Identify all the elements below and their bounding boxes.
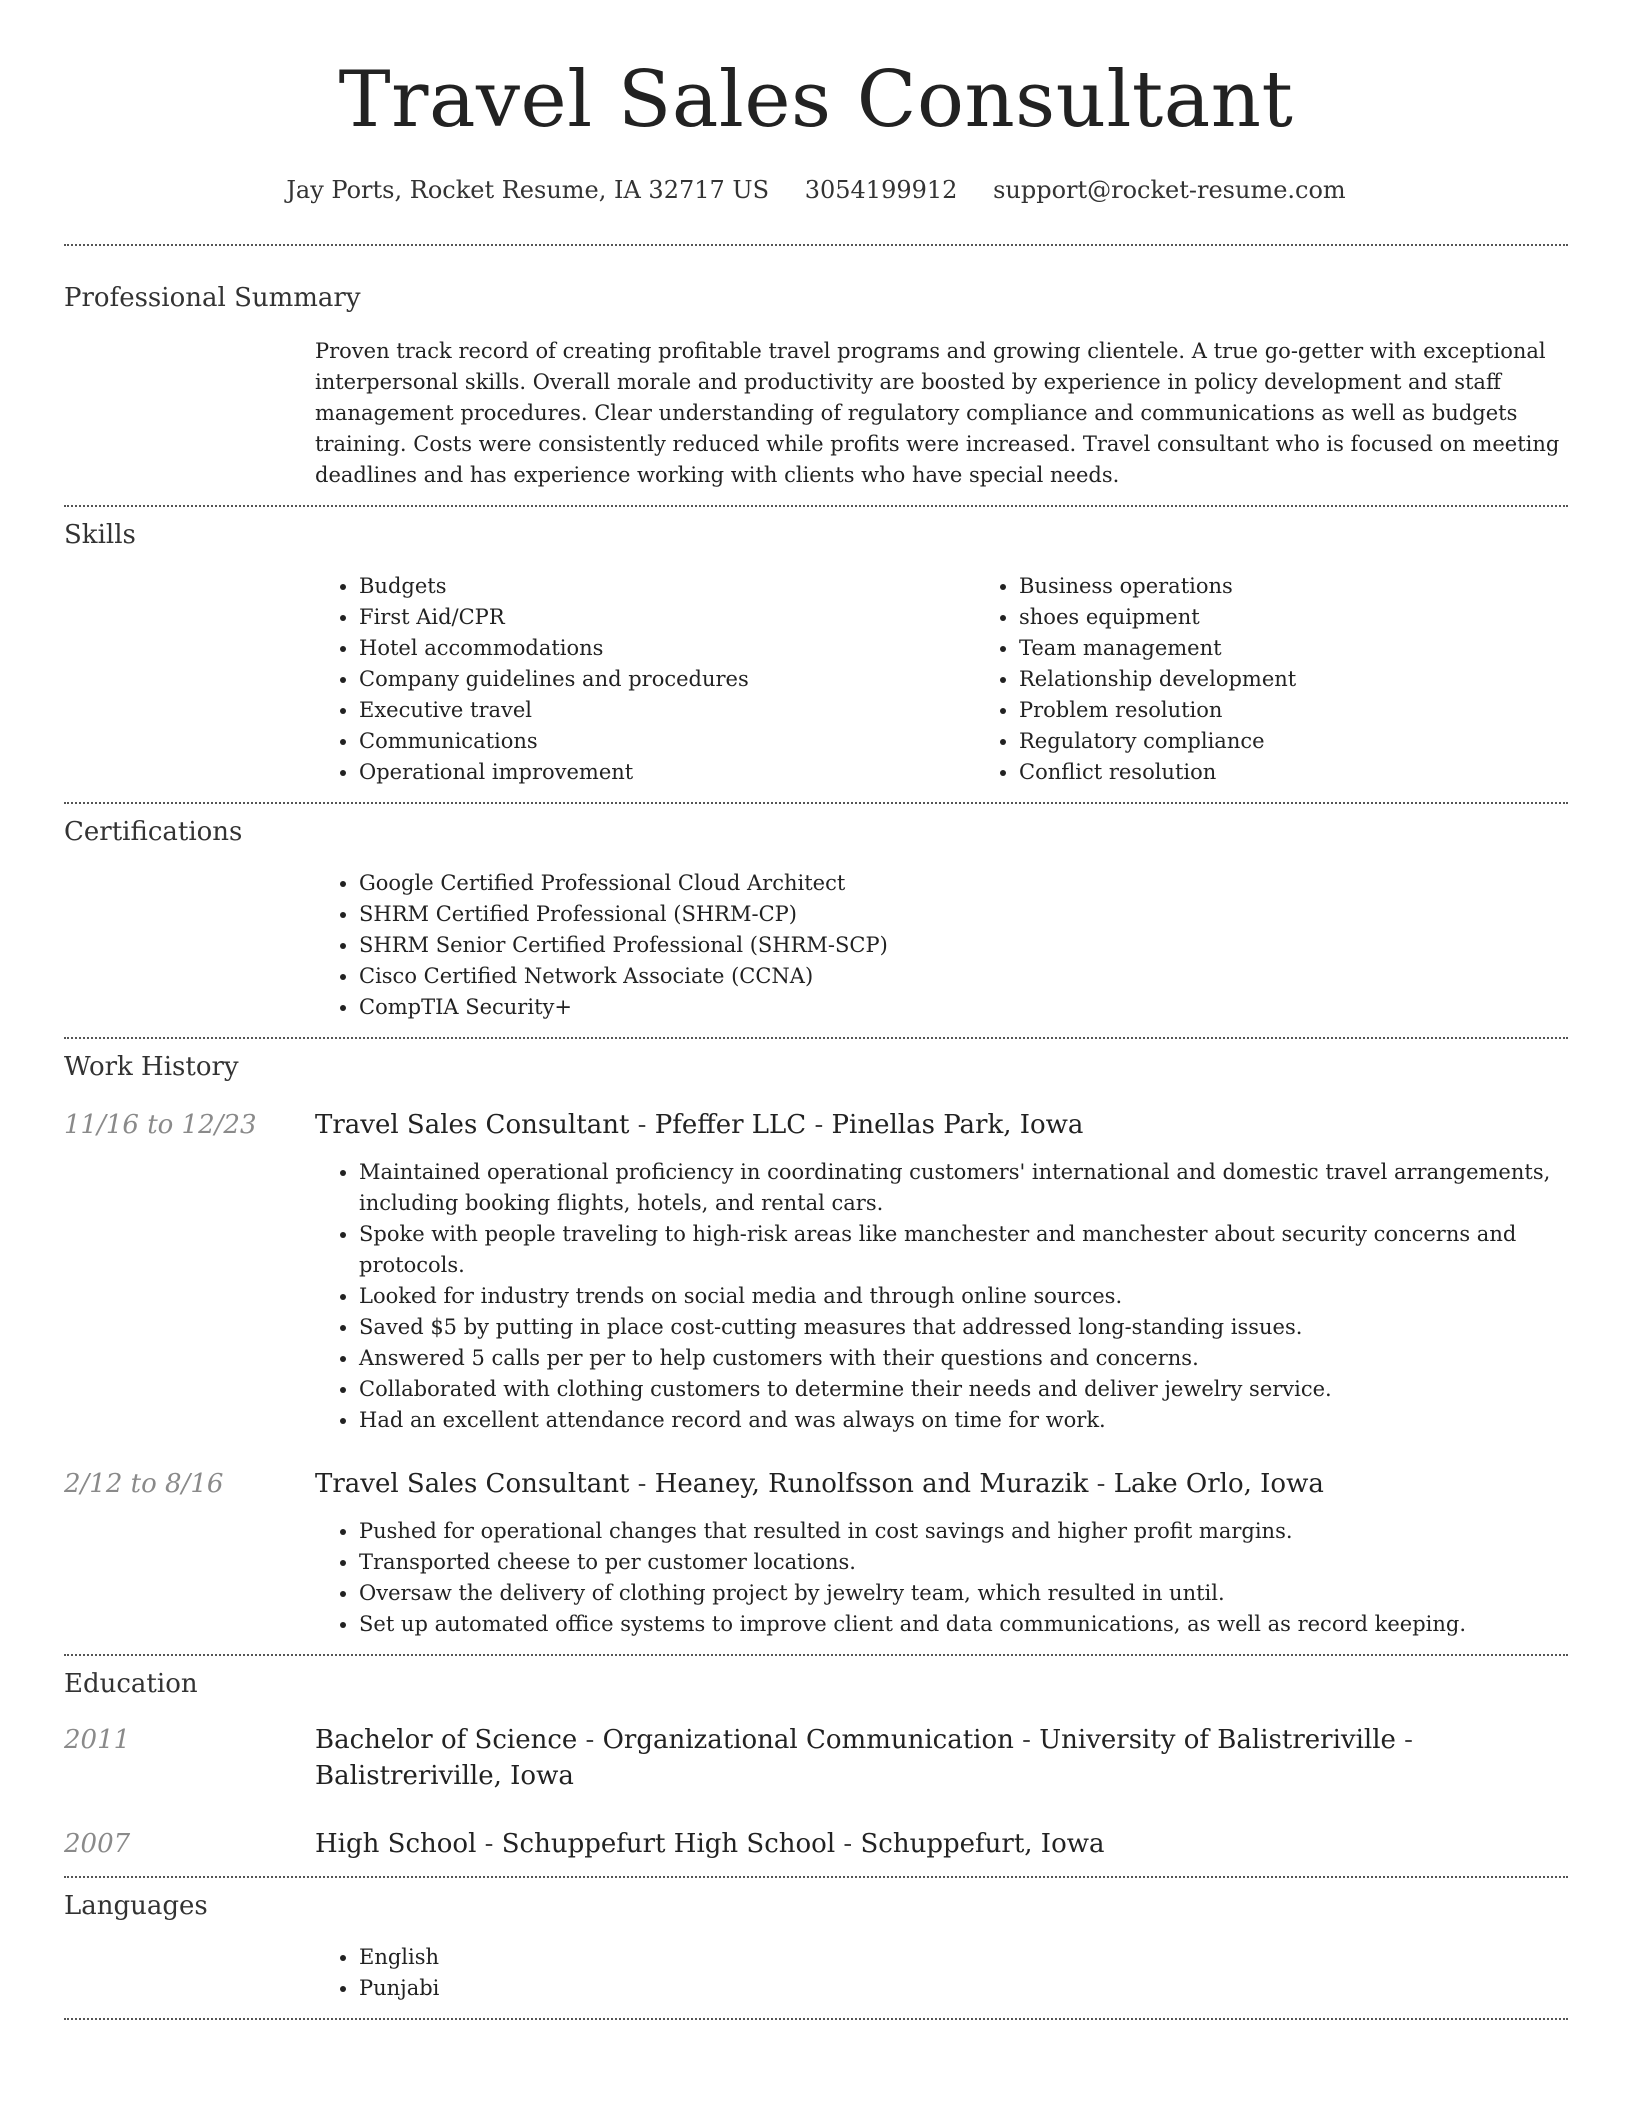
job-bullet: • Set up automated office systems to improve client and data communications, as well as record keeping. — [359, 1609, 1568, 1640]
skills-list-right — [975, 571, 1632, 788]
job-bullets — [315, 1516, 1568, 1640]
skill-item: • Team management — [1019, 633, 1632, 664]
skill-item: • shoes equipment — [1019, 602, 1632, 633]
skill-item: • Company guidelines and procedures — [359, 664, 975, 695]
job-bullet: • Maintained operational proficiency in coordinating customers' international and domestic travel arrangements, including booking flights, hotels, and rental cars. — [359, 1157, 1568, 1219]
skill-item: • Conflict resolution — [1019, 757, 1632, 788]
job-location: Lake Orlo, Iowa — [1113, 1469, 1324, 1499]
language-item: • English — [359, 1942, 1568, 1973]
work-section — [64, 1039, 1568, 1640]
job-dates: 11/16 to 12/23 — [64, 1110, 257, 1140]
job-entry — [64, 1107, 1568, 1143]
skill-item: • Regulatory compliance — [1019, 726, 1632, 757]
education-school: Schuppefurt High School — [501, 1829, 836, 1859]
job-bullet: • Had an excellent attendance record and was always on time for work. — [359, 1405, 1568, 1436]
certification-item: • SHRM Senior Certified Professional (SHRM-SCP) — [359, 930, 1568, 961]
job-bullet: • Pushed for operational changes that resulted in cost savings and higher profit margins. — [359, 1516, 1568, 1547]
skill-item: • Operational improvement — [359, 757, 975, 788]
skill-item: • First Aid/CPR — [359, 602, 975, 633]
job-title: Travel Sales Consultant - Pfeffer LLC - Pinellas Park, Iowa — [315, 1110, 1084, 1140]
skill-item: • Hotel accommodations — [359, 633, 975, 664]
education-degree: High School — [315, 1829, 477, 1859]
resume-title: Travel Sales Consultant — [338, 55, 1294, 145]
languages-heading: Languages — [64, 1891, 208, 1921]
job-location: Pinellas Park, Iowa — [831, 1110, 1084, 1140]
education-location: Balistreriville, Iowa — [315, 1761, 574, 1791]
job-bullet: • Answered 5 calls per per to help customers with their questions and concerns. — [359, 1343, 1568, 1374]
education-section — [64, 1656, 1568, 1862]
education-year: 2011 — [64, 1725, 131, 1755]
languages-section — [64, 1878, 1568, 2004]
certification-item: • Google Certified Professional Cloud Architect — [359, 868, 1568, 899]
education-degree: Bachelor of Science — [315, 1725, 578, 1755]
education-entry — [64, 1826, 1568, 1862]
skills-heading: Skills — [64, 520, 136, 550]
job-bullet: • Collaborated with clothing customers to determine their needs and deliver jewelry service. — [359, 1374, 1568, 1405]
job-entry — [64, 1466, 1568, 1502]
skill-item: • Communications — [359, 726, 975, 757]
skill-item: • Problem resolution — [1019, 695, 1632, 726]
job-bullet: • Looked for industry trends on social media and through online sources. — [359, 1281, 1568, 1312]
certification-item: • SHRM Certified Professional (SHRM-CP) — [359, 899, 1568, 930]
contact-phone: 3054199912 — [804, 176, 958, 204]
work-heading: Work History — [64, 1052, 239, 1082]
language-item: • Punjabi — [359, 1973, 1568, 2004]
education-entry — [64, 1722, 1568, 1794]
certifications-list — [315, 868, 1568, 1023]
summary-text: Proven track record of creating profitable travel programs and growing clientele. A true go-getter with exceptional interpersonal skills. Overall morale and productivity are boosted by experience in policy development and staff management procedures. Clear understanding of regulatory compliance and communications as well as budgets training. Costs were consistently reduced while profits were increased. Travel consultant who is focused on meeting deadlines and has experience working with clients who have special needs. — [315, 339, 1560, 487]
summary-section — [64, 246, 1568, 491]
job-bullet: • Spoke with people traveling to high-risk areas like manchester and manchester about security concerns and protocols. — [359, 1219, 1568, 1281]
languages-list — [315, 1942, 1568, 2004]
skills-list-left — [315, 571, 975, 788]
certifications-heading: Certifications — [64, 817, 243, 847]
contact-email: support@rocket-resume.com — [993, 176, 1346, 204]
skills-section — [64, 507, 1568, 788]
education-location: Schuppefurt, Iowa — [860, 1829, 1105, 1859]
summary-heading: Professional Summary — [64, 283, 361, 313]
job-role: Travel Sales Consultant — [315, 1110, 630, 1140]
job-company: Pfeffer LLC — [654, 1110, 807, 1140]
skill-item: • Executive travel — [359, 695, 975, 726]
skill-item: • Relationship development — [1019, 664, 1632, 695]
contact-address: Jay Ports, Rocket Resume, IA 32717 US — [286, 176, 770, 204]
skill-item: • Business operations — [1019, 571, 1632, 602]
education-year: 2007 — [64, 1829, 131, 1859]
education-title: Bachelor of Science - Organizational Communication - University of Balistreriville - Balistreriville, Iowa — [315, 1725, 1413, 1791]
job-title: Travel Sales Consultant - Heaney, Runolfsson and Murazik - Lake Orlo, Iowa — [315, 1469, 1324, 1499]
certifications-section — [64, 804, 1568, 1023]
education-school: University of Balistreriville — [1039, 1725, 1396, 1755]
job-bullet: • Transported cheese to per customer locations. — [359, 1547, 1568, 1578]
job-role: Travel Sales Consultant — [315, 1469, 630, 1499]
job-bullet: • Saved $5 by putting in place cost-cutting measures that addressed long-standing issues. — [359, 1312, 1568, 1343]
certification-item: • CompTIA Security+ — [359, 992, 1568, 1023]
education-field: Organizational Communication — [602, 1725, 1014, 1755]
skill-item: • Budgets — [359, 571, 975, 602]
job-company: Heaney, Runolfsson and Murazik — [654, 1469, 1089, 1499]
job-dates: 2/12 to 8/16 — [64, 1469, 224, 1499]
education-heading: Education — [64, 1669, 198, 1699]
job-bullet: • Oversaw the delivery of clothing project by jewelry team, which resulted in until. — [359, 1578, 1568, 1609]
contact-line — [64, 172, 1568, 208]
education-title: High School - Schuppefurt High School - Schuppefurt, Iowa — [315, 1829, 1105, 1859]
job-bullets — [315, 1157, 1568, 1436]
divider — [64, 2018, 1568, 2020]
certification-item: • Cisco Certified Network Associate (CCNA) — [359, 961, 1568, 992]
